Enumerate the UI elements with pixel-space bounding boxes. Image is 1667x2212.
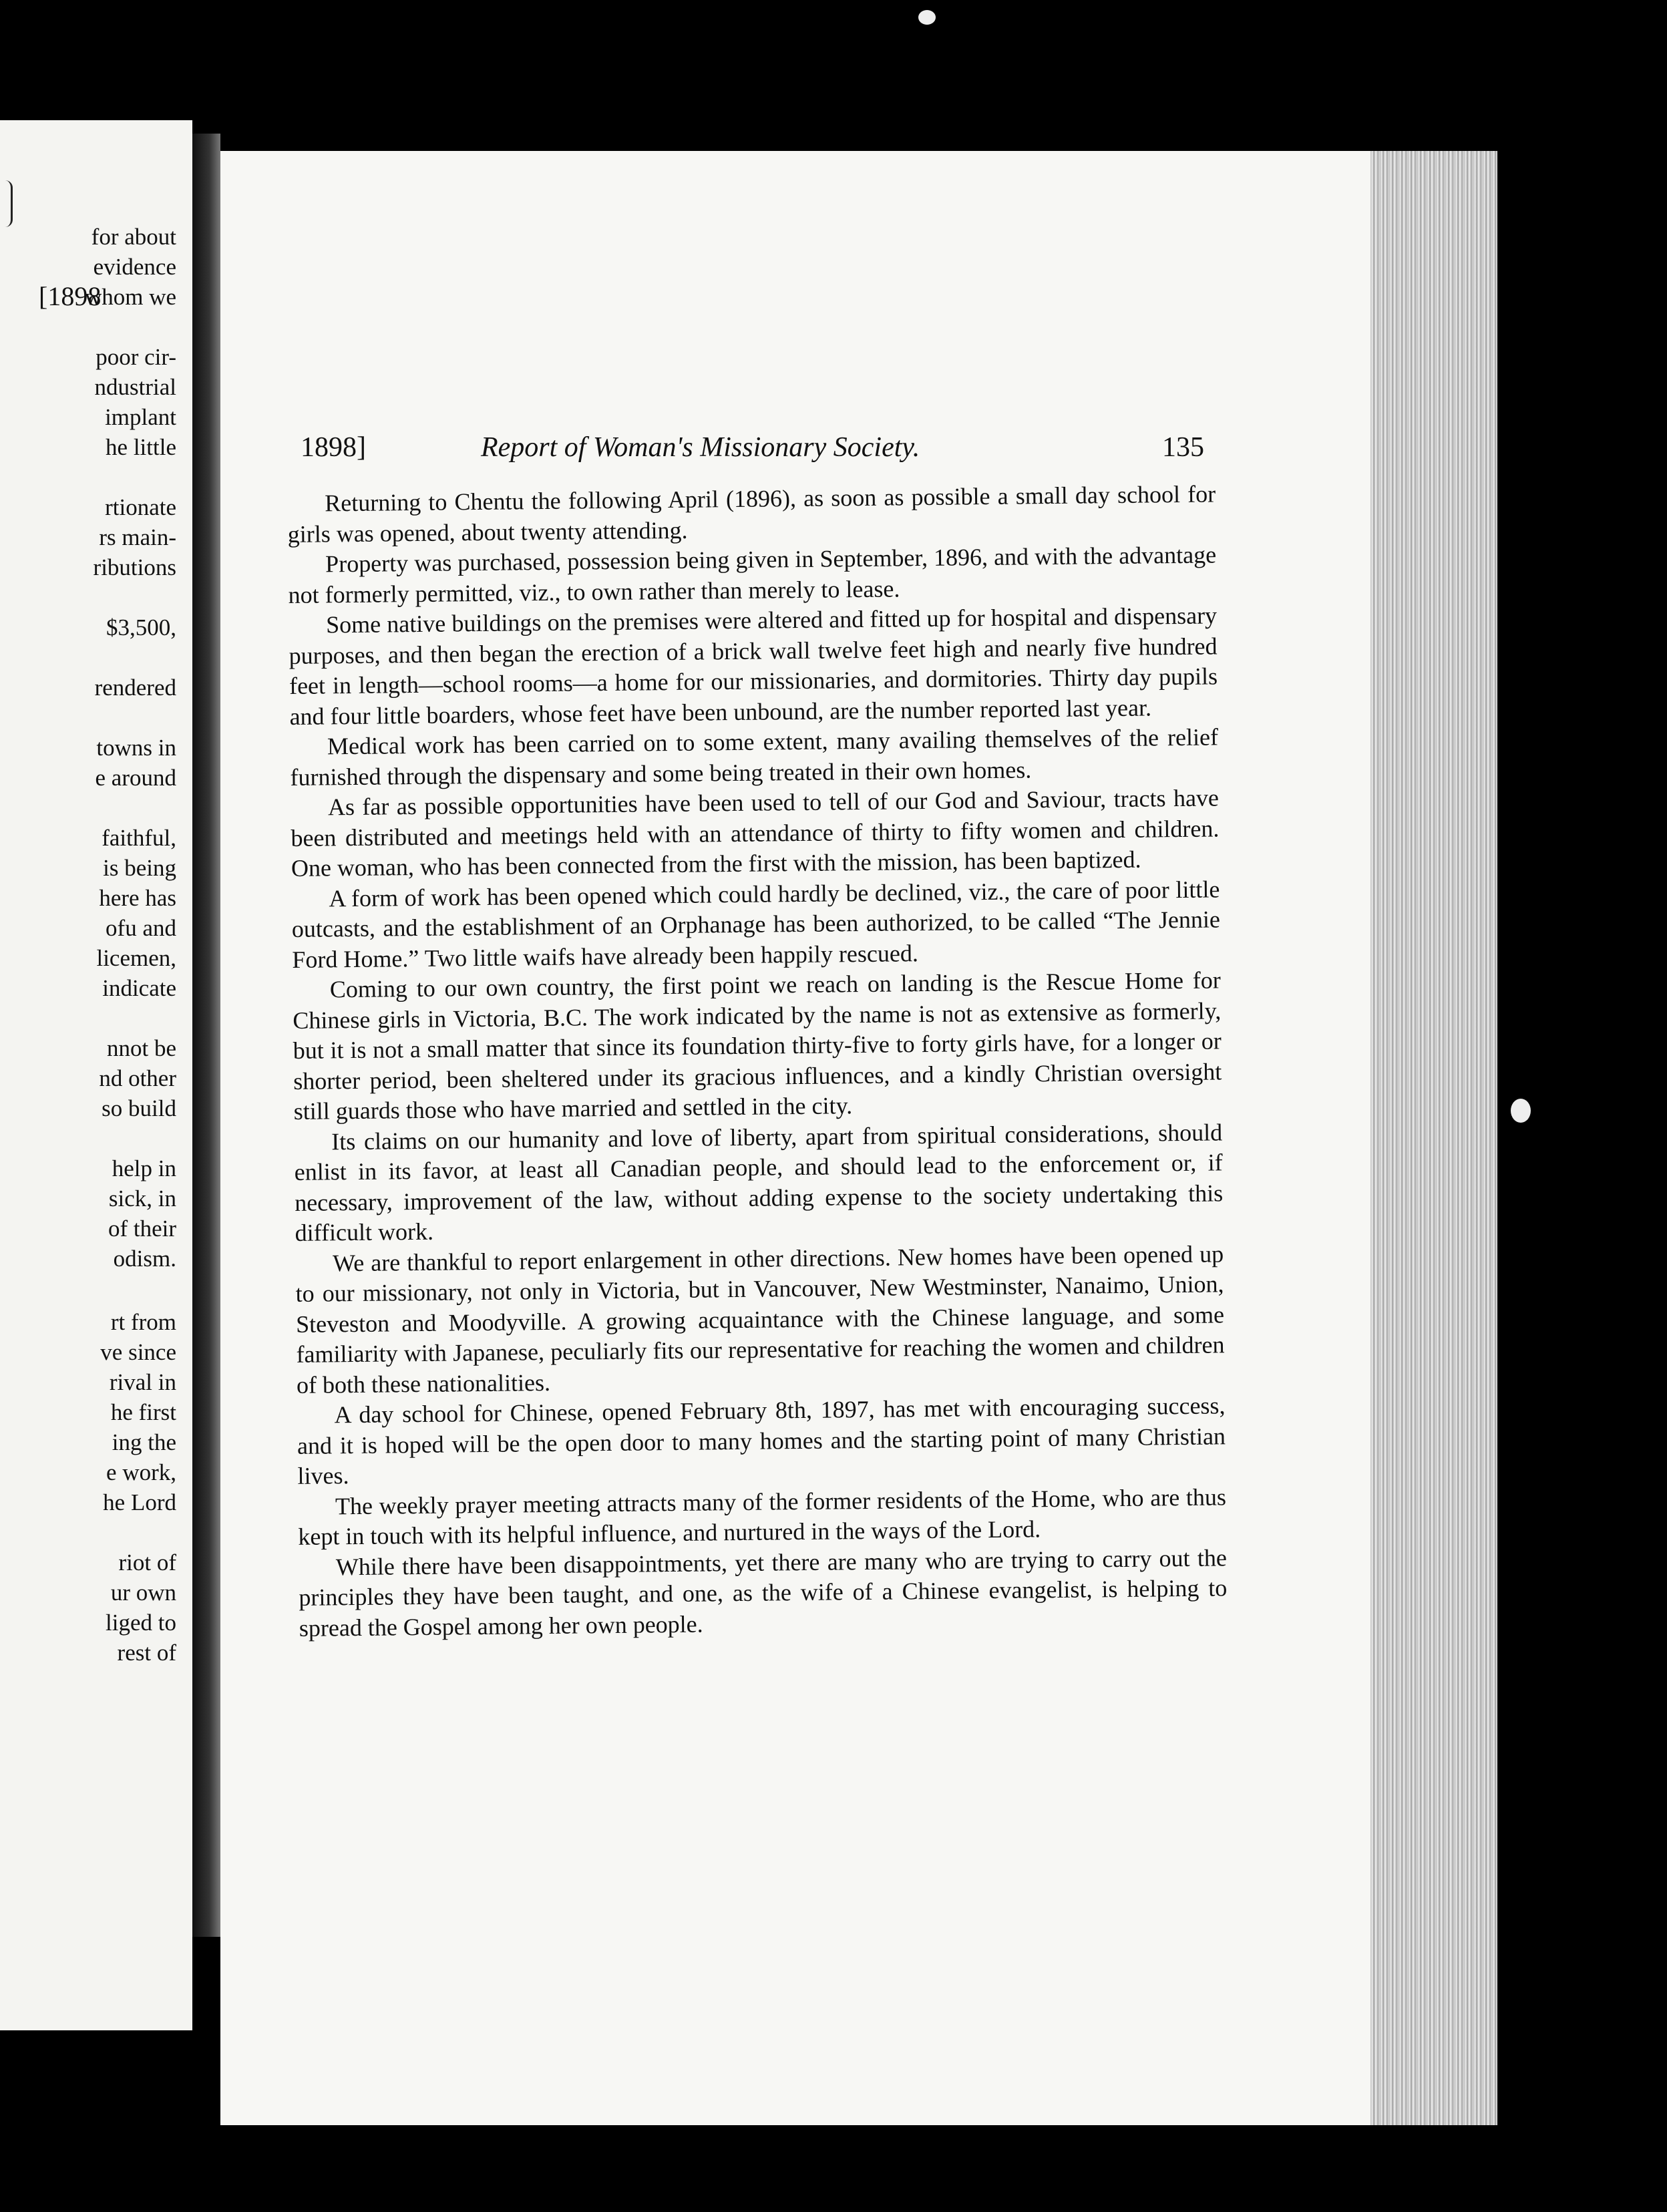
left-page-line: nd other: [99, 1065, 176, 1091]
left-page-line: rest of: [117, 1640, 176, 1666]
paragraph: We are thankful to report enlargement in other directions. New homes have been opened up to our missionary, not only in Victoria, but in Vancouver, New Westminster, Nanaimo, Union, Steveston and Moodyville. A growing acquaintance with the Chinese language, and some familiarity with Japanese, peculiarly fits our representative for reaching the women and children of both these nationalities.: [295, 1240, 1225, 1399]
left-page-line: licemen,: [96, 945, 176, 971]
paragraph: The weekly prayer meeting attracts many of the former residents of the Home, who are thus kept in touch with its helpful influence, and nurtured in the ways of the Lord.: [298, 1483, 1227, 1550]
left-page-line: of their: [108, 1216, 176, 1242]
left-page-line: ing the: [112, 1429, 176, 1455]
left-page-line: he little: [106, 434, 176, 460]
left-page-line: ributions: [93, 554, 176, 580]
left-page-line: is being: [103, 855, 176, 881]
paragraph: Some native buildings on the premises were altered and fitted up for hospital and dispensary purposes, and then began the erection of a brick wall twelve feet high and nearly five hundred feet in length—school rooms—a home for our missionaries, and dormitories. Thirty day pupils and four little boarders, whose feet have been unbound, are the number reported last year.: [289, 602, 1218, 730]
left-page-line: nnot be: [106, 1035, 176, 1061]
left-page-line: rendered: [94, 675, 176, 701]
left-page-line: rs main-: [99, 524, 176, 550]
left-page-line: rtionate: [105, 494, 176, 520]
left-page-line: he first: [110, 1399, 176, 1425]
left-page: [0, 120, 192, 2030]
scan-speck: [1511, 1099, 1531, 1123]
page-number: 135: [1162, 432, 1204, 463]
paragraph: Medical work has been carried on to some extent, many availing themselves of the relief furnished through the dispensary and some being treated in their own homes.: [290, 723, 1219, 791]
left-page-line: indicate: [102, 975, 176, 1001]
paragraph: As far as possible opportunities have been used to tell of our God and Saviour, tracts have been distributed and meetings held with an attendance of thirty to fifty women and children. One woman, who has been connected from the first with the mission, has been baptized.: [291, 784, 1220, 882]
running-head-year: 1898]: [301, 432, 366, 463]
left-page-line: whom we: [84, 284, 176, 310]
page-edges: [1370, 151, 1497, 2125]
left-page-line: towns in: [96, 735, 176, 761]
left-page-line: evidence: [93, 254, 176, 280]
left-page-line: odism.: [113, 1246, 176, 1272]
left-page-line: so build: [102, 1095, 176, 1121]
left-page-line: here has: [99, 885, 176, 911]
running-head-title: Report of Woman's Missionary Society.: [481, 432, 920, 463]
paragraph: Returning to Chentu the following April (1896), as soon as possible a small day school for girls was opened, about twenty attending.: [287, 480, 1216, 548]
left-page-line: rival in: [109, 1369, 176, 1395]
running-head: [220, 431, 1370, 465]
left-page-line: implant: [105, 404, 176, 430]
right-page: [220, 151, 1370, 2125]
paragraph: Property was purchased, possession being given in September, 1896, and with the advantage not formerly permitted, viz., to own rather than merely to lease.: [288, 541, 1217, 608]
body-text: [287, 479, 1228, 1643]
left-page-line: sick, in: [108, 1185, 176, 1212]
left-page-line: ndustrial: [94, 374, 176, 400]
left-running-head: [1898: [39, 281, 102, 311]
left-page-line: ur own: [110, 1580, 176, 1606]
left-page-line: liged to: [106, 1610, 176, 1636]
paragraph: A form of work has been opened which could hardly be declined, viz., the care of poor little outcasts, and the establishment of an Orphanage has been authorized, to be called “The Jennie Ford Home.” Two little waifs have already been happily rescued.: [291, 875, 1221, 973]
left-page-line: he Lord: [103, 1489, 176, 1515]
left-page-line: e around: [95, 765, 176, 791]
left-page-line: ve since: [100, 1339, 176, 1365]
left-page-line: for about: [91, 224, 176, 250]
binding-mark: [5, 180, 13, 227]
paragraph: While there have been disappointments, yet there are many who are trying to carry out the principles they have been taught, and one, as the wife of a Chinese evangelist, is helping to spread the Gospel among her own people.: [299, 1543, 1228, 1642]
left-page-line: e work,: [106, 1459, 176, 1485]
book-gutter: [192, 134, 220, 1937]
scan-speck: [918, 10, 936, 25]
left-page-line: poor cir-: [96, 344, 176, 370]
left-page-line: faithful,: [102, 825, 176, 851]
paragraph: Coming to our own country, the first point we reach on landing is the Rescue Home for Chinese girls in Victoria, B.C. The work indicated by the name is not as extensive as formerly, but it is not a small matter that since its foundation thirty-five to forty girls have, for a longer or shorter period, been sheltered under its gracious influences, and a kindly Christian oversight still guards those who have married and settled in the city.: [293, 966, 1222, 1125]
left-page-line: help in: [112, 1155, 176, 1181]
paragraph: Its claims on our humanity and love of liberty, apart from spiritual considerations, should enlist in its favor, at least all Canadian people, and should lead to the enforcement or, if necessary, improvement of the law, without adding expense to the society undertaking this difficult work.: [294, 1118, 1224, 1246]
paragraph: A day school for Chinese, opened February 8th, 1897, has met with encouraging success, and it is hoped will be the open door to many homes and the starting point of many Christian lives.: [297, 1392, 1226, 1489]
left-page-line: ofu and: [106, 915, 176, 941]
left-page-line: $3,500,: [106, 614, 176, 640]
left-page-line: riot of: [118, 1549, 176, 1576]
left-page-line: rt from: [110, 1309, 176, 1335]
